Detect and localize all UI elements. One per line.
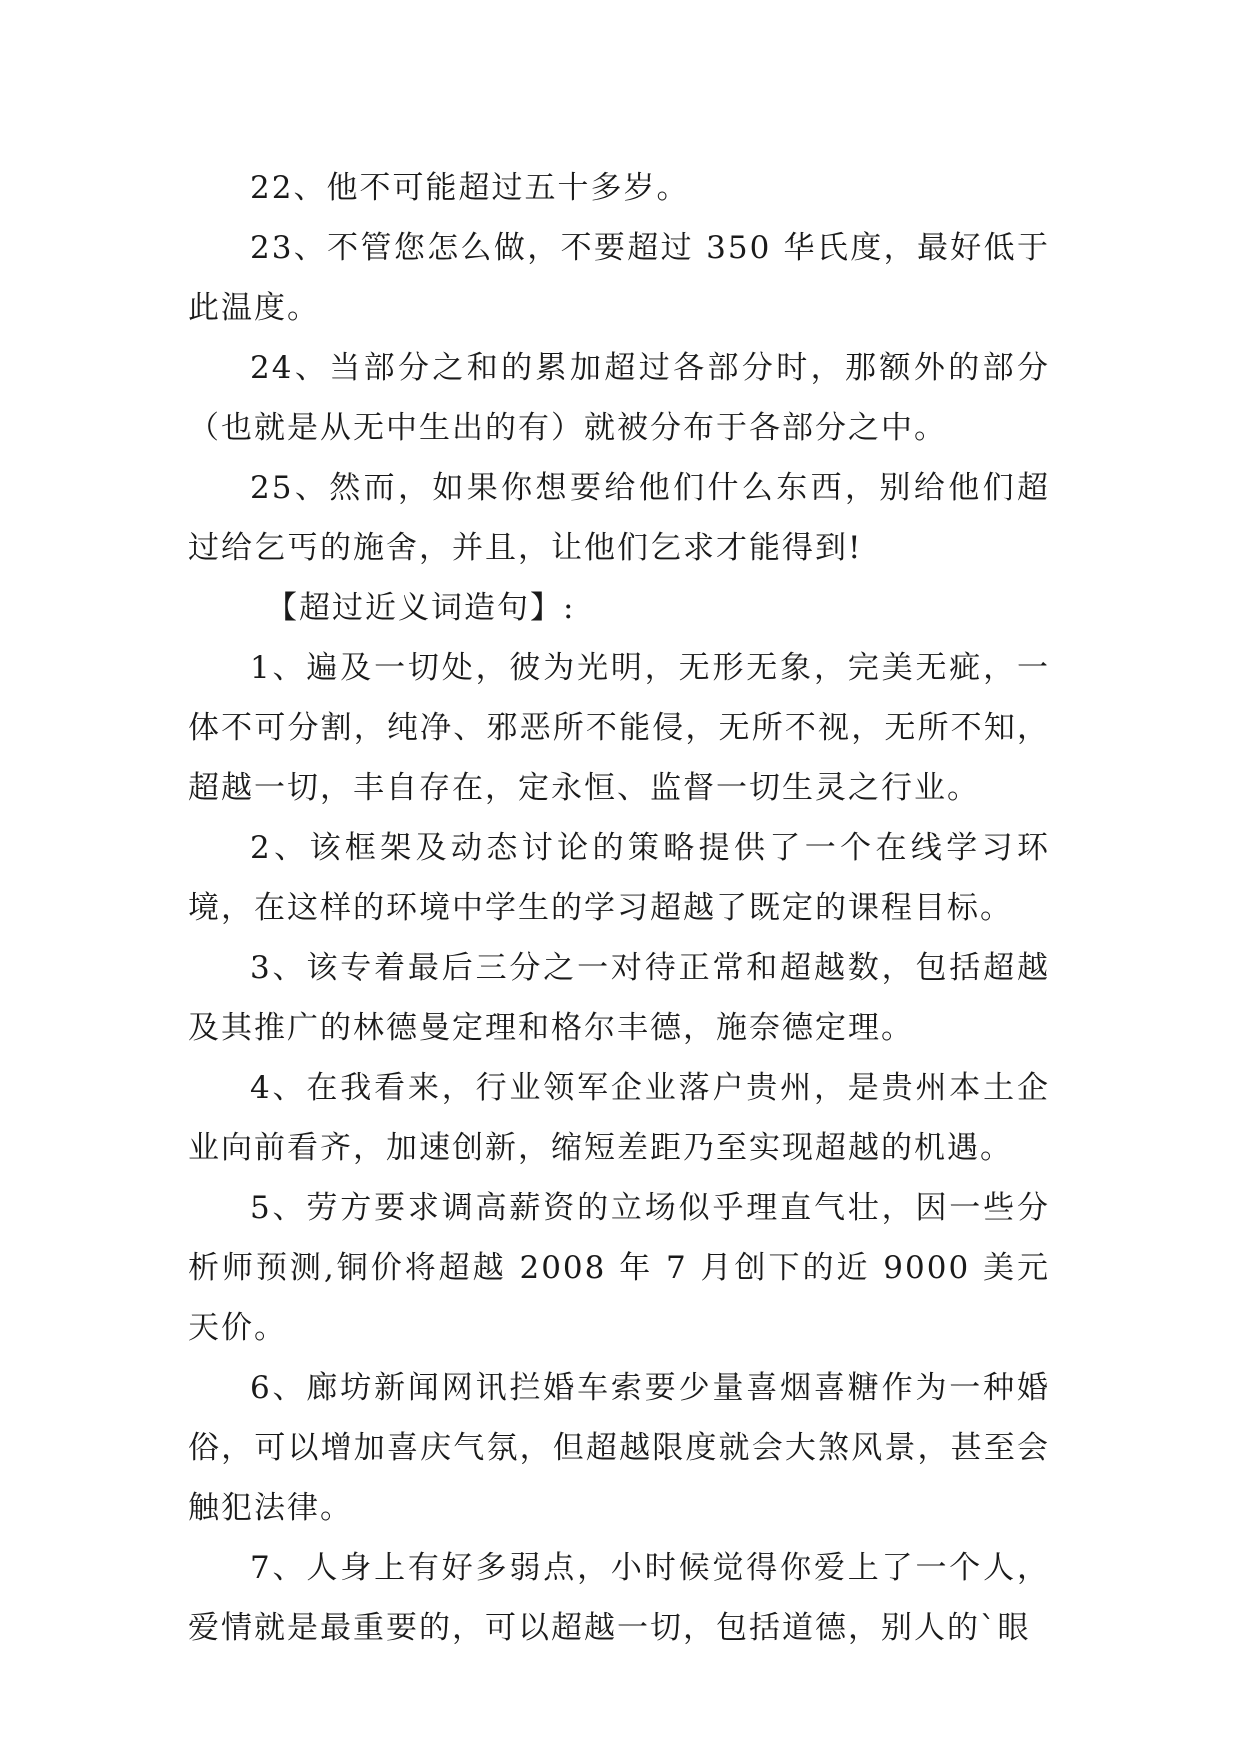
document-body (188, 158, 1050, 1658)
paragraph-24: 24、当部分之和的累加超过各部分时，那额外的部分（也就是从无中生出的有）就被分布于各部分之中。 (188, 350, 1050, 446)
example-1: 1、遍及一切处，彼为光明，无形无象，完美无疵，一体不可分割，纯净、邪恶所不能侵，无所不视，无所不知，超越一切，丰自存在，定永恒、监督一切生灵之行业。 (188, 650, 1050, 806)
paragraph-25: 25、然而，如果你想要给他们什么东西，别给他们超过给乞丐的施舍，并且，让他们乞求才能得到! (188, 470, 1050, 566)
paragraph-23: 23、不管您怎么做，不要超过 350 华氏度，最好低于此温度。 (188, 230, 1050, 326)
section-heading: 【超过近义词造句】: (266, 590, 576, 626)
example-5: 5、劳方要求调高薪资的立场似乎理直气壮，因一些分析师预测,铜价将超越 2008 年 7 月创下的近 9000 美元天价。 (188, 1190, 1050, 1346)
example-7: 7、人身上有好多弱点，小时候觉得你爱上了一个人，爱情就是最重要的，可以超越一切，包括道德，别人的`眼 (188, 1550, 1050, 1646)
example-2: 2、该框架及动态讨论的策略提供了一个在线学习环境，在这样的环境中学生的学习超越了既定的课程目标。 (188, 830, 1050, 926)
example-4: 4、在我看来，行业领军企业落户贵州，是贵州本土企业向前看齐，加速创新，缩短差距乃至实现超越的机遇。 (188, 1070, 1050, 1166)
paragraph-22: 22、他不可能超过五十多岁。 (250, 170, 690, 206)
example-3: 3、该专着最后三分之一对待正常和超越数，包括超越及其推广的林德曼定理和格尔丰德，施奈德定理。 (188, 950, 1050, 1046)
example-6: 6、廊坊新闻网讯拦婚车索要少量喜烟喜糖作为一种婚俗，可以增加喜庆气氛，但超越限度就会大煞风景，甚至会触犯法律。 (188, 1370, 1050, 1526)
